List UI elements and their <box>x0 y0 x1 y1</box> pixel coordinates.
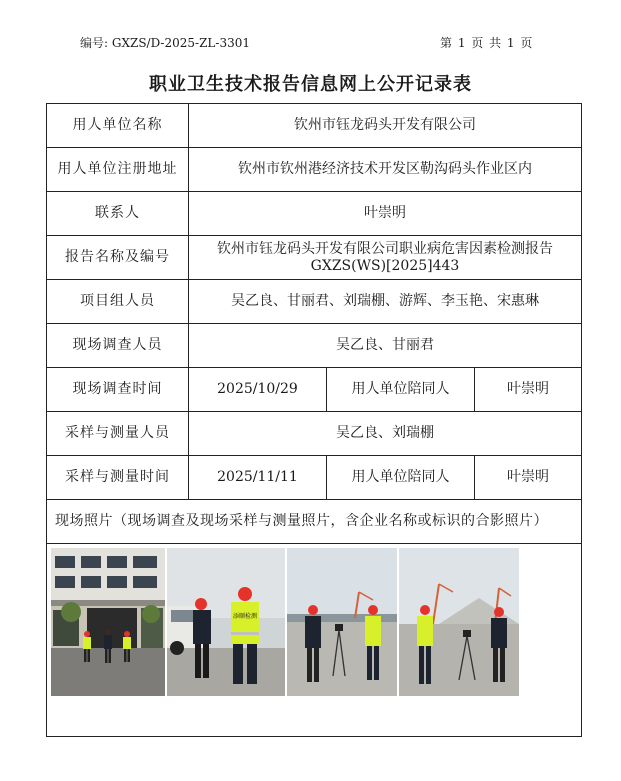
sampling-accompany-value: 叶崇明 <box>475 456 582 500</box>
survey-time-value: 2025/10/29 <box>189 368 327 412</box>
row-employer-address <box>47 148 582 192</box>
survey-staff-label: 现场调查人员 <box>47 324 189 368</box>
survey-time-label: 现场调查时间 <box>47 368 189 412</box>
sampling-accompany-label: 用人单位陪同人 <box>327 456 475 500</box>
page-indicator: 第 1 页 共 1 页 <box>440 36 534 50</box>
photo-site-survey-group <box>51 548 165 696</box>
sampling-time-value: 2025/11/11 <box>189 456 327 500</box>
employer-address-label: 用人单位注册地址 <box>47 148 189 192</box>
row-sampling-time <box>47 456 582 500</box>
employer-address-value: 钦州市钦州港经济技术开发区勒沟码头作业区内 <box>189 148 582 192</box>
vest-text: 添顺检测 <box>232 613 258 620</box>
employer-name-value: 钦州市钰龙码头开发有限公司 <box>189 104 582 148</box>
row-contact <box>47 192 582 236</box>
survey-accompany-label: 用人单位陪同人 <box>327 368 475 412</box>
report-value <box>189 236 582 280</box>
row-survey-time <box>47 368 582 412</box>
document-number: 编号: GXZS/D-2025-ZL-3301 <box>80 36 250 50</box>
photos-cell <box>47 544 582 737</box>
photo-survey-vehicle <box>167 548 285 696</box>
team-value: 吴乙良、甘丽君、刘瑞棚、游辉、李玉艳、宋惠琳 <box>189 280 582 324</box>
survey-accompany-value: 叶崇明 <box>475 368 582 412</box>
photo-strip <box>51 548 571 696</box>
page-title: 职业卫生技术报告信息网上公开记录表 <box>149 74 472 95</box>
report-label: 报告名称及编号 <box>47 236 189 280</box>
report-code: GXZS(WS)[2025]443 <box>310 257 460 274</box>
sampling-time-label: 采样与测量时间 <box>47 456 189 500</box>
row-report <box>47 236 582 280</box>
row-survey-staff <box>47 324 582 368</box>
sampling-staff-value: 吴乙良、刘瑞棚 <box>189 412 582 456</box>
row-photos-caption <box>47 500 582 544</box>
photos-caption: 现场照片（现场调查及现场采样与测量照片，含企业名称或标识的合影照片） <box>47 500 582 544</box>
row-team <box>47 280 582 324</box>
row-employer-name <box>47 104 582 148</box>
employer-name-label: 用人单位名称 <box>47 104 189 148</box>
survey-staff-value: 吴乙良、甘丽君 <box>189 324 582 368</box>
team-label: 项目组人员 <box>47 280 189 324</box>
contact-value: 叶崇明 <box>189 192 582 236</box>
photo-sampling-yard <box>287 548 397 696</box>
contact-label: 联系人 <box>47 192 189 236</box>
row-sampling-staff <box>47 412 582 456</box>
sampling-staff-label: 采样与测量人员 <box>47 412 189 456</box>
report-name: 钦州市钰龙码头开发有限公司职业病危害因素检测报告 <box>217 240 553 257</box>
photo-sampling-crane <box>399 548 519 696</box>
record-table <box>46 103 582 737</box>
row-photos <box>47 544 582 737</box>
